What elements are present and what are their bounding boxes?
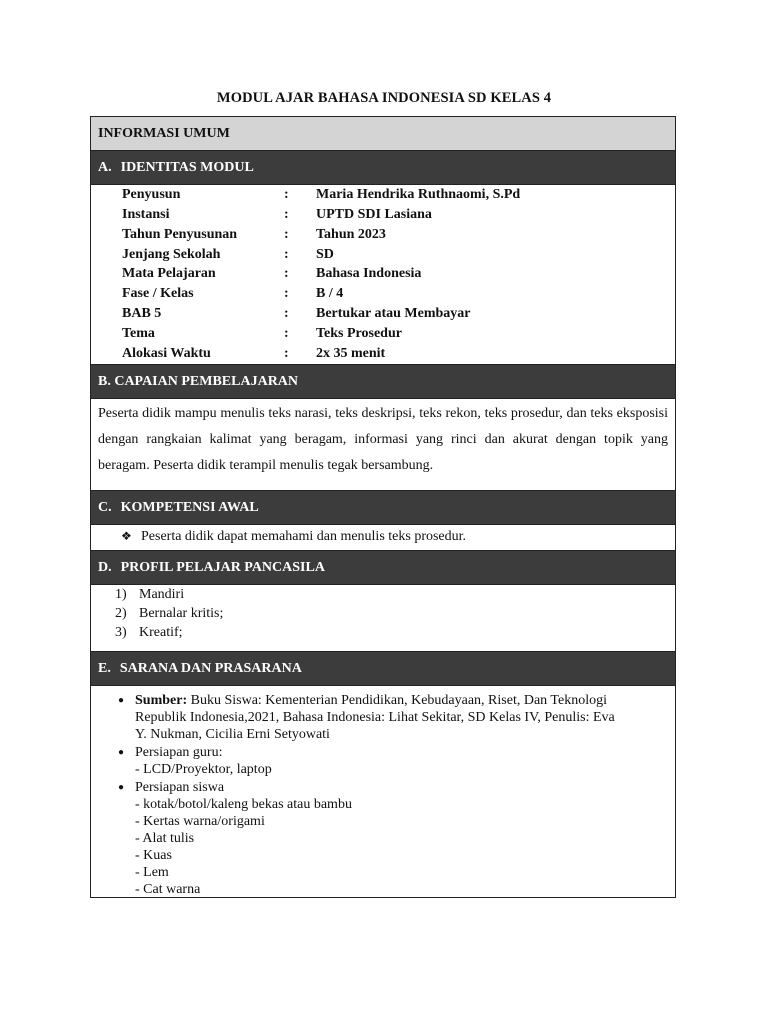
- identitas-colon: :: [284, 326, 289, 341]
- identitas-prefix: A.: [98, 159, 112, 175]
- list-item: [115, 623, 183, 642]
- list-item: [115, 604, 223, 623]
- capaian-text: Peserta didik mampu menulis teks narasi, teks deskripsi, teks rekon, teks prosedur, dan teks eksposisi dengan rangkaian kalimat yang beragam, informasi yang rinci dan akurat dengan topik yang beragam. Peserta didik terampil menulis tegak bersambung.: [98, 406, 668, 473]
- identitas-colon: :: [284, 247, 289, 262]
- bullet-icon: ●: [118, 747, 125, 758]
- capaian-header: [91, 365, 675, 399]
- sumber-label: Sumber:: [135, 693, 188, 708]
- kompetensi-heading: KOMPETENSI AWAL: [120, 499, 259, 515]
- bullet-icon: ●: [118, 695, 125, 706]
- identitas-colon: :: [284, 207, 289, 222]
- list-item: - Lem: [135, 865, 169, 880]
- siswa-label: Persiapan siswa: [135, 780, 225, 795]
- guru-label: Persiapan guru:: [135, 745, 223, 760]
- sumber-line: [135, 692, 607, 709]
- identitas-label: Tahun Penyusunan: [122, 227, 238, 242]
- identitas-section: [91, 185, 675, 365]
- identitas-colon: :: [284, 306, 289, 321]
- kompetensi-header: [91, 491, 675, 525]
- list-item: [115, 585, 184, 604]
- list-item: - Kertas warna/origami: [135, 814, 265, 829]
- list-number: 2): [115, 606, 127, 621]
- identitas-label: Fase / Kelas: [122, 286, 194, 301]
- list-item: - Alat tulis: [135, 831, 195, 846]
- identitas-label: Instansi: [122, 207, 170, 222]
- identitas-colon: :: [284, 266, 289, 281]
- identitas-colon: :: [284, 187, 289, 202]
- list-text: Mandiri: [139, 587, 185, 602]
- identitas-colon: :: [284, 286, 289, 301]
- profil-prefix: D.: [98, 559, 112, 575]
- bullet-icon: ●: [118, 782, 125, 793]
- sarana-section: [91, 686, 675, 897]
- identitas-value: SD: [316, 247, 334, 262]
- list-text: Kreatif;: [139, 625, 183, 640]
- profil-heading: PROFIL PELAJAR PANCASILA: [120, 559, 325, 575]
- kompetensi-item: [121, 525, 466, 548]
- identitas-value: Teks Prosedur: [316, 326, 402, 341]
- sarana-header: [91, 652, 675, 686]
- informasi-umum-header: [91, 117, 675, 151]
- sumber-line: Y. Nukman, Cicilia Erni Setyowati: [135, 727, 330, 742]
- identitas-label: Alokasi Waktu: [122, 346, 211, 361]
- kompetensi-prefix: C.: [98, 499, 112, 515]
- capaian-section: [91, 399, 675, 491]
- identitas-label: Penyusun: [122, 187, 181, 202]
- module-table: [90, 116, 676, 898]
- list-item: - Cat warna: [135, 882, 201, 897]
- identitas-label: BAB 5: [122, 306, 162, 321]
- identitas-label: Jenjang Sekolah: [122, 247, 221, 262]
- profil-header: [91, 551, 675, 585]
- list-number: 3): [115, 625, 127, 640]
- identitas-value: Tahun 2023: [316, 227, 386, 242]
- sumber-line: Republik Indonesia,2021, Bahasa Indonesia: Lihat Sekitar, SD Kelas IV, Penulis: Eva: [135, 710, 615, 725]
- document-title: MODUL AJAR BAHASA INDONESIA SD KELAS 4: [216, 90, 552, 106]
- list-item: - Kuas: [135, 848, 172, 863]
- sumber-text: Buku Siswa: Kementerian Pendidikan, Kebudayaan, Riset, Dan Teknologi: [187, 693, 607, 708]
- list-item: - LCD/Proyektor, laptop: [135, 762, 272, 777]
- identitas-value: Maria Hendrika Ruthnaomi, S.Pd: [316, 187, 521, 202]
- capaian-heading: B. CAPAIAN PEMBELAJARAN: [98, 373, 299, 389]
- identitas-value: 2x 35 menit: [316, 346, 386, 361]
- identitas-value: B / 4: [316, 286, 344, 301]
- identitas-label: Mata Pelajaran: [122, 266, 216, 281]
- identitas-heading: IDENTITAS MODUL: [120, 159, 254, 175]
- identitas-value: Bertukar atau Membayar: [316, 306, 471, 321]
- profil-section: [91, 585, 675, 652]
- informasi-umum-label: INFORMASI UMUM: [98, 125, 230, 141]
- identitas-value: UPTD SDI Lasiana: [316, 207, 432, 222]
- diamond-bullet-icon: ❖: [121, 529, 132, 543]
- identitas-header: [91, 151, 675, 185]
- kompetensi-text: Peserta didik dapat memahami dan menulis teks prosedur.: [141, 529, 467, 544]
- list-item: - kotak/botol/kaleng bekas atau bambu: [135, 797, 352, 812]
- kompetensi-section: [91, 525, 675, 551]
- sarana-heading: SARANA DAN PRASARANA: [119, 660, 302, 676]
- sarana-prefix: E.: [98, 660, 111, 676]
- list-number: 1): [115, 587, 127, 602]
- identitas-value: Bahasa Indonesia: [316, 266, 422, 281]
- identitas-colon: :: [284, 227, 289, 242]
- identitas-label: Tema: [122, 326, 155, 341]
- identitas-colon: :: [284, 346, 289, 361]
- list-text: Bernalar kritis;: [139, 606, 224, 621]
